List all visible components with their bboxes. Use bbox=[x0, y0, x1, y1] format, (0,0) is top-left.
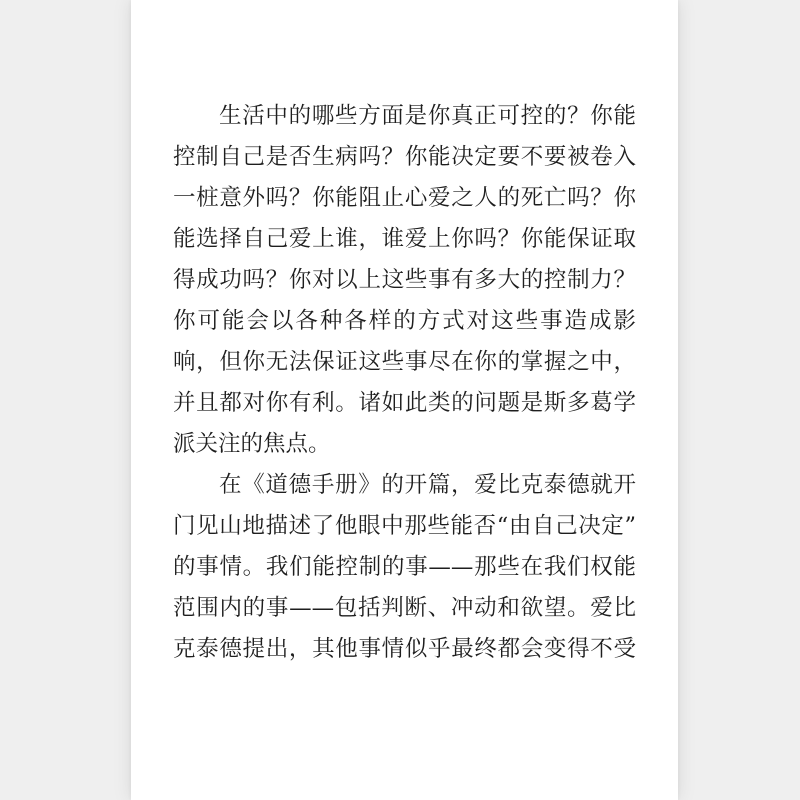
paragraph-2 bbox=[173, 465, 636, 670]
page-body-text bbox=[173, 96, 636, 670]
text-line: 响，但你无法保证这些事尽在你的掌握之中， bbox=[173, 349, 636, 375]
text-line: 并且都对你有利。诸如此类的问题是斯多葛学 bbox=[173, 390, 636, 416]
text-line: 门见山地描述了他眼中那些能否“由自己决定” bbox=[173, 513, 636, 539]
text-line: 派关注的焦点。 bbox=[173, 431, 331, 457]
text-line: 范围内的事——包括判断、冲动和欲望。爱比 bbox=[173, 595, 636, 621]
text-line: 生活中的哪些方面是你真正可控的？你能 bbox=[219, 103, 636, 129]
text-line: 能选择自己爱上谁，谁爱上你吗？你能保证取 bbox=[173, 226, 636, 252]
text-line: 克泰德提出，其他事情似乎最终都会变得不受 bbox=[173, 636, 636, 662]
paragraph-1 bbox=[173, 96, 636, 465]
book-page[interactable] bbox=[131, 0, 678, 800]
text-line: 控制自己是否生病吗？你能决定要不要被卷入 bbox=[173, 144, 636, 170]
text-line: 的事情。我们能控制的事——那些在我们权能 bbox=[173, 554, 636, 580]
text-line: 得成功吗？你对以上这些事有多大的控制力？ bbox=[173, 267, 636, 293]
text-line: 一桩意外吗？你能阻止心爱之人的死亡吗？你 bbox=[173, 185, 636, 211]
text-line: 在《道德手册》的开篇，爱比克泰德就开 bbox=[219, 472, 636, 498]
text-line: 你可能会以各种各样的方式对这些事造成影 bbox=[173, 308, 636, 334]
